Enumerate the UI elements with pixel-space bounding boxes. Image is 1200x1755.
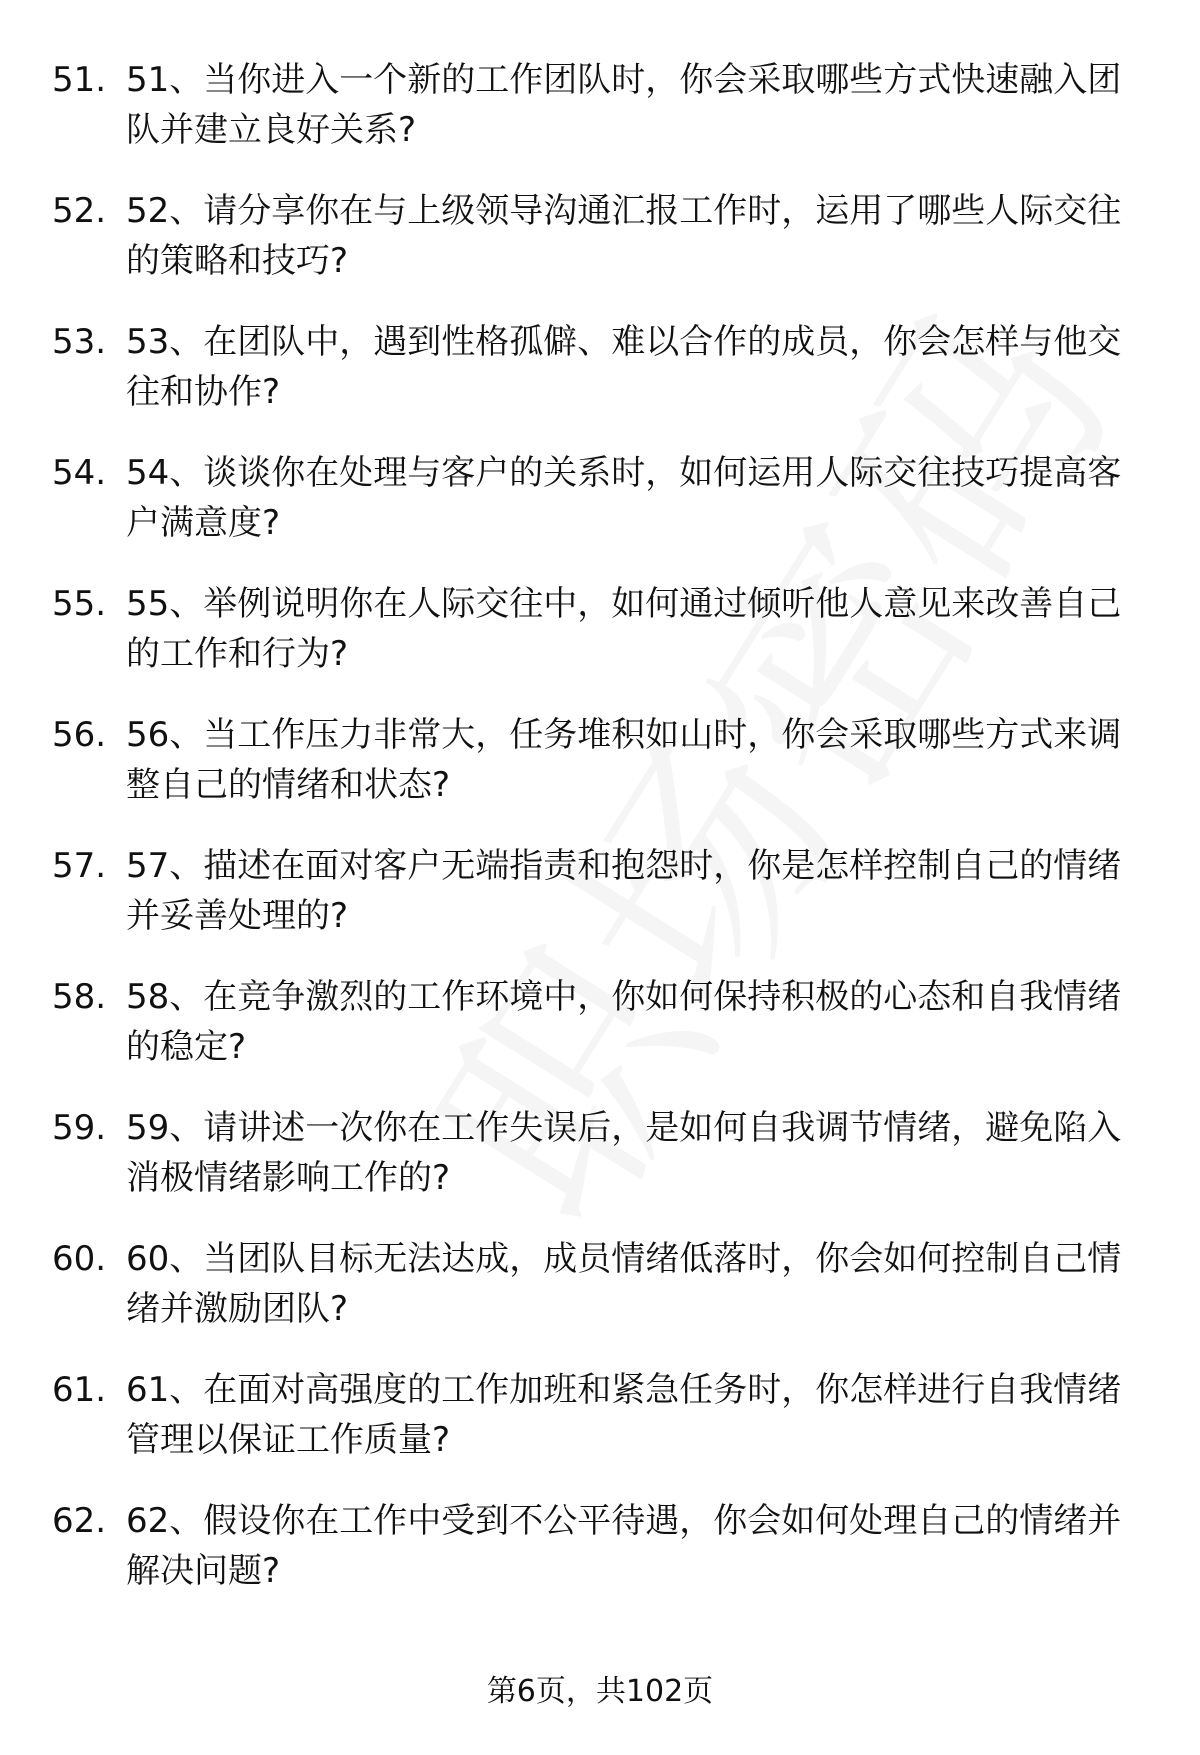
question-text: 55、举例说明你在人际交往中，如何通过倾听他人意见来改善自己的工作和行为? <box>126 584 1122 674</box>
question-text: 58、在竞争激烈的工作环境中，你如何保持积极的心态和自我情绪的稳定? <box>126 977 1122 1067</box>
question-text: 52、请分享你在与上级领导沟通汇报工作时，运用了哪些人际交往的策略和技巧? <box>126 191 1122 281</box>
question-item-60 <box>0 1234 1200 1365</box>
question-text: 54、谈谈你在处理与客户的关系时，如何运用人际交往技巧提高客户满意度? <box>126 453 1122 543</box>
question-item-62 <box>0 1496 1200 1627</box>
question-list <box>0 55 1200 1627</box>
question-text: 62、假设你在工作中受到不公平待遇，你会如何处理自己的情绪并解决问题? <box>126 1501 1122 1591</box>
question-item-56 <box>0 710 1200 841</box>
question-number: 61. <box>52 1370 107 1410</box>
question-text: 51、当你进入一个新的工作团队时，你会采取哪些方式快速融入团队并建立良好关系? <box>126 60 1122 150</box>
question-item-52 <box>0 186 1200 317</box>
question-item-58 <box>0 972 1200 1103</box>
question-item-51 <box>0 55 1200 186</box>
question-number: 59. <box>52 1108 107 1148</box>
question-text: 59、请讲述一次你在工作失误后，是如何自我调节情绪，避免陷入消极情绪影响工作的? <box>126 1108 1122 1198</box>
question-number: 58. <box>52 977 107 1017</box>
question-text: 60、当团队目标无法达成，成员情绪低落时，你会如何控制自己情绪并激励团队? <box>126 1239 1122 1329</box>
question-text: 61、在面对高强度的工作加班和紧急任务时，你怎样进行自我情绪管理以保证工作质量? <box>126 1370 1122 1460</box>
question-number: 55. <box>52 584 107 624</box>
question-item-55 <box>0 579 1200 710</box>
question-item-57 <box>0 841 1200 972</box>
question-number: 62. <box>52 1501 107 1541</box>
question-number: 54. <box>52 453 107 493</box>
question-number: 57. <box>52 846 107 886</box>
question-item-53 <box>0 317 1200 448</box>
page-footer: 第6页，共102页 <box>486 1674 714 1709</box>
question-number: 60. <box>52 1239 107 1279</box>
question-item-54 <box>0 448 1200 579</box>
question-number: 56. <box>52 715 107 755</box>
question-text: 57、描述在面对客户无端指责和抱怨时，你是怎样控制自己的情绪并妥善处理的? <box>126 846 1122 936</box>
question-number: 52. <box>52 191 107 231</box>
question-item-59 <box>0 1103 1200 1234</box>
question-number: 53. <box>52 322 107 362</box>
question-text: 56、当工作压力非常大，任务堆积如山时，你会采取哪些方式来调整自己的情绪和状态? <box>126 715 1122 805</box>
question-text: 53、在团队中，遇到性格孤僻、难以合作的成员，你会怎样与他交往和协作? <box>126 322 1122 412</box>
question-number: 51. <box>52 60 107 100</box>
question-item-61 <box>0 1365 1200 1496</box>
